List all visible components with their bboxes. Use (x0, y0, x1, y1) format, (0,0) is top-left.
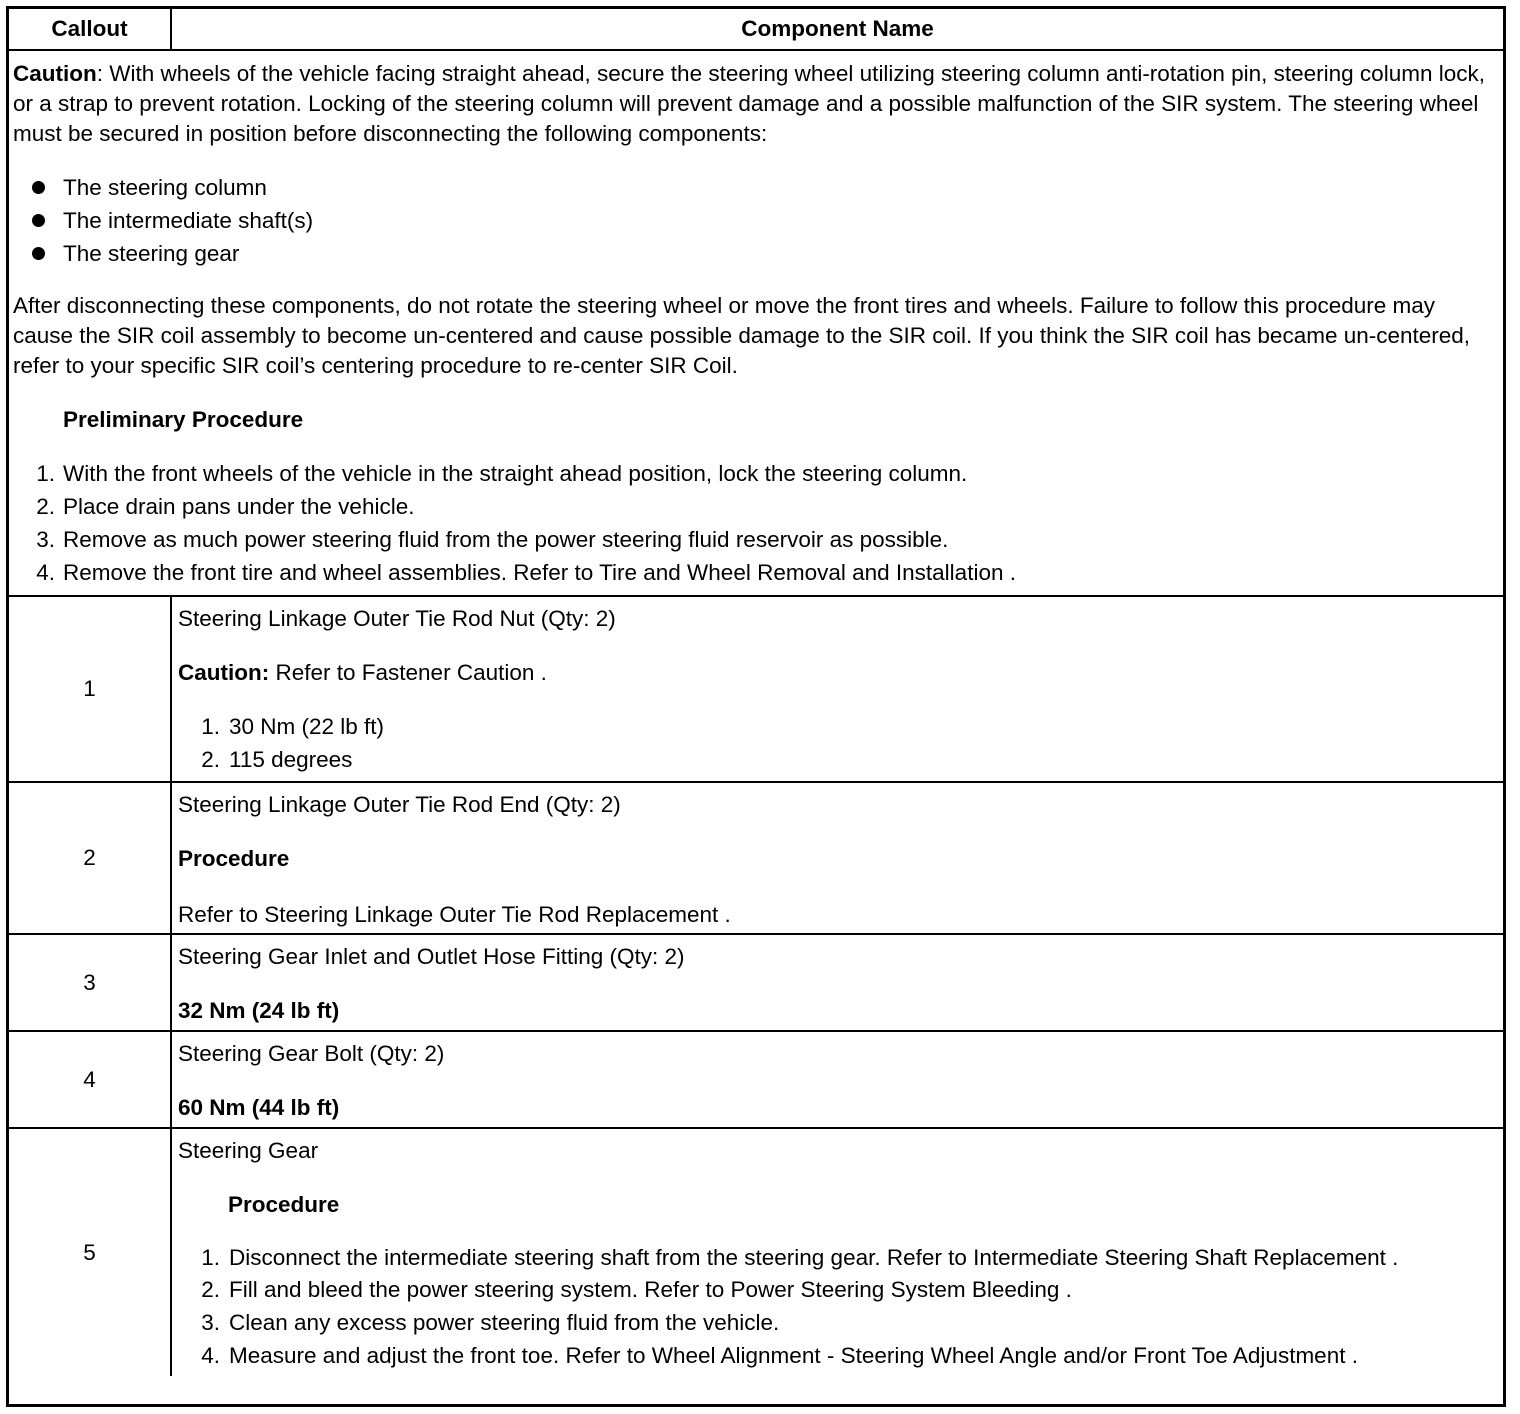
list-item: The steering column (13, 171, 1499, 204)
list-item: 2. Place drain pans under the vehicle. (36, 494, 415, 519)
callout-cell: 1 (9, 596, 171, 782)
component-name: Steering Linkage Outer Tie Rod Nut (Qty: 2) (178, 606, 616, 631)
component-cell (171, 934, 1503, 1031)
list-item: 4. Measure and adjust the front toe. Refer to Wheel Alignment - Steering Wheel Angle and/or Front Toe Adjustment . (201, 1343, 1358, 1368)
intro-cell (9, 50, 1503, 596)
component-cell (171, 782, 1503, 934)
torque-spec: 60 Nm (44 lb ft) (178, 1095, 340, 1120)
procedure-table-frame (6, 6, 1506, 1407)
list-item: 2. 115 degrees (201, 747, 353, 772)
table-row (9, 596, 1503, 782)
preliminary-procedure-heading: Preliminary Procedure (63, 407, 304, 432)
list-item: 2. Fill and bleed the power steering system. Refer to Power Steering System Bleeding . (201, 1277, 1072, 1302)
component-cell (171, 1031, 1503, 1128)
component-name-column-header: Component Name (171, 9, 1503, 50)
steering-gear-steps-list (178, 1242, 1497, 1372)
procedure-heading: Procedure (228, 1192, 340, 1217)
component-name: Steering Linkage Outer Tie Rod End (Qty: 2) (178, 792, 621, 817)
component-name: Steering Gear Inlet and Outlet Hose Fitting (Qty: 2) (178, 944, 685, 969)
procedure-heading: Procedure (178, 846, 290, 871)
table-row (9, 1031, 1503, 1128)
list-item: 1. Disconnect the intermediate steering shaft from the steering gear. Refer to Intermediate Steering Shaft Replacement . (201, 1245, 1399, 1270)
caution-text: : With wheels of the vehicle facing straight ahead, secure the steering wheel utilizing steering column anti-rotation pin, steering column lock, or a strap to prevent rotation. Locking of the steering column will prevent damage and a possible malfunction of the SIR system. The steering wheel must be secured in position before disconnecting the following components: (13, 61, 1485, 146)
list-item: The intermediate shaft(s) (13, 204, 1499, 237)
callout-cell: 2 (9, 782, 171, 934)
callout-cell: 3 (9, 934, 171, 1031)
after-disconnect-paragraph: After disconnecting these components, do not rotate the steering wheel or move the front tires and wheels. Failure to follow this procedure may cause the SIR coil assembly to become un-centered and cause possible damage to the SIR coil. If you think the SIR coil has became un-centered, refer to your specific SIR coil’s centering procedure to re-center SIR Coil. (13, 293, 1471, 378)
torque-spec: 32 Nm (24 lb ft) (178, 998, 340, 1023)
callout-column-header: Callout (9, 9, 171, 50)
torque-steps-list (178, 710, 1497, 776)
table-row (9, 934, 1503, 1031)
list-item: 3. Remove as much power steering fluid from the power steering fluid reservoir as possible. (36, 527, 949, 552)
table-header-row (9, 9, 1503, 50)
list-item: 1. With the front wheels of the vehicle in the straight ahead position, lock the steering column. (36, 461, 968, 486)
list-item: The steering gear (13, 237, 1499, 270)
procedure-table (9, 9, 1503, 1376)
list-item: 1. 30 Nm (22 lb ft) (201, 714, 385, 739)
component-name: Steering Gear (178, 1138, 319, 1163)
caution-label: Caution (13, 61, 97, 86)
table-row (9, 1128, 1503, 1376)
component-name: Steering Gear Bolt (Qty: 2) (178, 1041, 445, 1066)
component-cell (171, 1128, 1503, 1376)
procedure-reference: Refer to Steering Linkage Outer Tie Rod Replacement . (178, 902, 731, 927)
component-cell (171, 596, 1503, 782)
list-item: 3. Clean any excess power steering fluid from the vehicle. (201, 1310, 780, 1335)
preliminary-steps-list (13, 457, 1499, 589)
component-bullet-list (13, 171, 1499, 270)
callout-cell: 5 (9, 1128, 171, 1376)
caution-paragraph (13, 59, 1499, 149)
table-row (9, 782, 1503, 934)
intro-row (9, 50, 1503, 596)
fastener-caution: Caution: Refer to Fastener Caution . (178, 660, 547, 685)
callout-cell: 4 (9, 1031, 171, 1128)
list-item: 4. Remove the front tire and wheel assemblies. Refer to Tire and Wheel Removal and Installation . (36, 560, 1016, 585)
